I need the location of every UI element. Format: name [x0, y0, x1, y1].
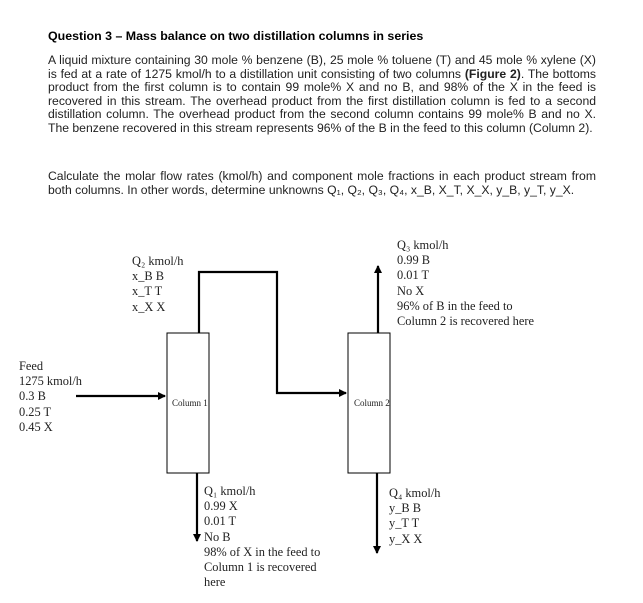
feed-line: 0.3 B: [19, 389, 46, 404]
q1-labels: [204, 484, 320, 590]
q1-line: Q₁ kmol/h: [204, 484, 256, 498]
q1-line: Column 1 is recovered: [204, 560, 317, 575]
q2-line: x_T T: [132, 284, 163, 299]
q2-stream-line: [199, 272, 346, 393]
q3-labels: [397, 238, 534, 329]
feed-labels: [19, 359, 82, 435]
q1-line: 0.99 X: [204, 499, 238, 514]
q3-line: Column 2 is recovered here: [397, 314, 534, 329]
feed-line: 0.25 T: [19, 404, 52, 419]
q3-line: Q₃ kmol/h: [397, 238, 449, 252]
q1-line: 98% of X in the feed to: [204, 544, 321, 559]
q4-line: y_B B: [389, 501, 422, 516]
q4-labels: [389, 486, 440, 547]
task-statement: Calculate the molar flow rates (kmol/h) and component mole fractions in each product stream from both columns. In other words, determine unknowns Q₁, Q₂, Q₃, Q₄, x_B, X_T, X_X, y_B, y_T, y_X.: [48, 169, 596, 197]
q4-line: y_T T: [389, 516, 420, 531]
q3-line: 0.01 T: [397, 268, 430, 283]
feed-line: 0.45 X: [19, 419, 53, 434]
q1-line: No B: [204, 529, 231, 544]
feed-line: Feed: [19, 359, 44, 373]
q1-line: here: [204, 575, 226, 590]
question-title: Question 3 – Mass balance on two distillation columns in series: [48, 29, 424, 43]
q2-line: x_X X: [132, 299, 166, 314]
q2-labels: [132, 254, 183, 315]
column-1-label: Column 1: [172, 398, 208, 408]
problem-text-b: . The bottoms product from the first column is to contain 99 mole% X and no B, and 98% of the X in the feed is recovered in this stream. The overhead product from the first distillation column is fed to a second distillation column. The overhead product from the second column contains 99 mole% B and no X. The benzene recovered in this stream represents 96% of the B in the feed to this column (Column 2).: [48, 66, 596, 135]
column-2-label: Column 2: [354, 398, 390, 408]
figure-reference: (Figure 2): [464, 66, 521, 81]
q3-line: 96% of B in the feed to: [397, 298, 513, 313]
q1-line: 0.01 T: [204, 514, 237, 529]
q4-line: Q₄ kmol/h: [389, 486, 441, 500]
q2-line: x_B B: [132, 269, 165, 284]
q2-line: Q₂ kmol/h: [132, 254, 184, 268]
q3-line: No X: [397, 283, 425, 298]
feed-line: 1275 kmol/h: [19, 374, 82, 389]
q3-line: 0.99 B: [397, 253, 431, 268]
q4-line: y_X X: [389, 531, 423, 546]
problem-text-a: A liquid mixture containing 30 mole % benzene (B), 25 mole % toluene (T) and 45 mole % xylene (X) is fed at a rate of 1275 kmol/h to a distillation unit consisting of two columns: [48, 53, 596, 81]
